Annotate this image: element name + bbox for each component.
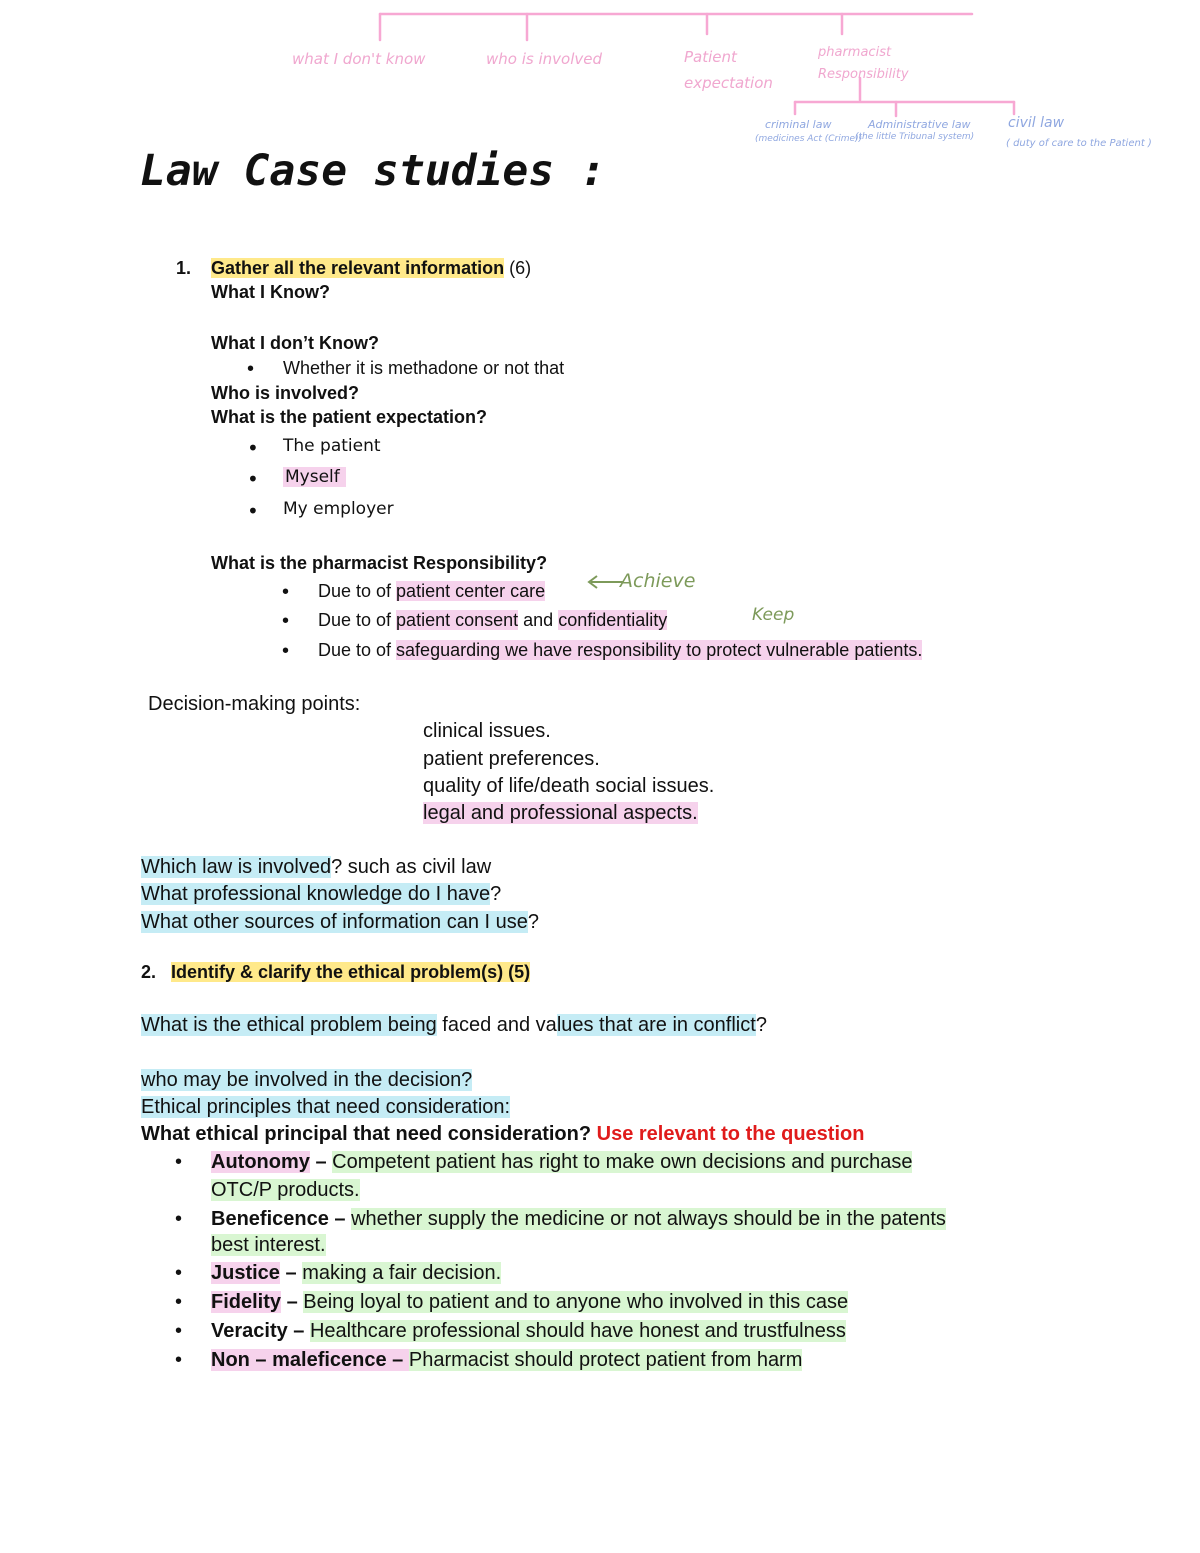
section-2-number: 2.: [141, 962, 157, 982]
dont-know-item: • Whether it is methadone or not that: [283, 358, 564, 379]
question-ethical-problem: What is the ethical problem being faced and values that are in conflict?: [141, 1014, 767, 1036]
sub-branch-administrative-law-note: (the little Tribunal system): [855, 132, 975, 142]
duty-item: • Due to of safeguarding we have responsibility to protect vulnerable patients.: [318, 640, 922, 661]
question-patient-expectation: What is the patient expectation?: [211, 407, 488, 427]
arrow-icon: [585, 574, 625, 594]
question-what-i-know: What I Know?: [211, 282, 330, 302]
question-law: Which law is involved? such as civil law: [141, 856, 492, 878]
principle-item: • Beneficence – whether supply the medicine or not always should be in the patents: [211, 1208, 946, 1231]
page-title: Law Case studies :: [140, 146, 606, 196]
principle-item: • Veracity – Healthcare professional should have honest and trustfulness: [211, 1320, 846, 1343]
section-1-heading-text: Gather all the relevant information: [211, 258, 505, 278]
branch-pharmacist-responsibility: pharmacist Responsibility: [818, 45, 909, 82]
question-ethical-principal: What ethical principal that need consideration? Use relevant to the question: [141, 1123, 865, 1145]
question-who-is-involved: Who is involved?: [211, 383, 360, 403]
decision-label: Decision-making points:: [148, 693, 361, 715]
decision-item: quality of life/death social issues.: [423, 775, 715, 797]
branch-patient-expectation: Patient expectation: [684, 48, 773, 92]
decision-item: clinical issues.: [423, 720, 551, 742]
sub-branch-civil-law-note: ( duty of care to the Patient ): [1006, 138, 1152, 149]
annotation-keep: Keep: [752, 605, 795, 625]
section-1-count: (6): [509, 258, 532, 278]
duty-item: • Due to of patient center care: [318, 581, 545, 602]
person-item: • Myself: [283, 467, 346, 487]
question-knowledge: What professional knowledge do I have?: [141, 883, 502, 905]
question-sources: What other sources of information can I use?: [141, 911, 539, 933]
section-1-number: 1.: [176, 258, 192, 278]
principle-item-cont: OTC/P products.: [211, 1179, 360, 1201]
sub-branch-administrative-law: Administrative law: [868, 118, 971, 131]
annotation-achieve: Achieve: [620, 570, 696, 592]
branch-who-is-involved: who is involved: [486, 50, 602, 68]
question-pharmacist-responsibility: What is the pharmacist Responsibility?: [211, 553, 548, 573]
question-ethical-principles: Ethical principles that need consideration:: [141, 1096, 511, 1118]
section-2-heading: Identify & clarify the ethical problem(s) (5): [171, 962, 531, 982]
decision-item: legal and professional aspects.: [423, 802, 698, 824]
principle-item: • Justice – making a fair decision.: [211, 1262, 501, 1285]
question-what-i-dont-know: What I don’t Know?: [211, 333, 379, 353]
question-who-involved-decision: who may be involved in the decision?: [141, 1069, 473, 1091]
duty-item: • Due to of patient consent and confidentiality: [318, 610, 667, 631]
sub-branch-civil-law: civil law: [1008, 115, 1065, 131]
principle-item: • Autonomy – Competent patient has right to make own decisions and purchase: [211, 1151, 912, 1174]
annotation-tree: [0, 0, 1200, 160]
person-item: • My employer: [283, 499, 394, 519]
principle-item: • Non – maleficence – Pharmacist should protect patient from harm: [211, 1349, 802, 1372]
person-item: • The patient: [283, 436, 381, 456]
decision-item: patient preferences.: [423, 748, 600, 770]
sub-branch-criminal-law-note: (medicines Act (Crime)): [755, 134, 863, 144]
sub-branch-criminal-law: criminal law: [765, 118, 832, 131]
principle-item-cont: best interest.: [211, 1234, 326, 1256]
section-1-heading: [211, 258, 531, 279]
principle-item: • Fidelity – Being loyal to patient and to anyone who involved in this case: [211, 1291, 848, 1314]
branch-what-i-dont-know: what I don't know: [292, 50, 426, 68]
